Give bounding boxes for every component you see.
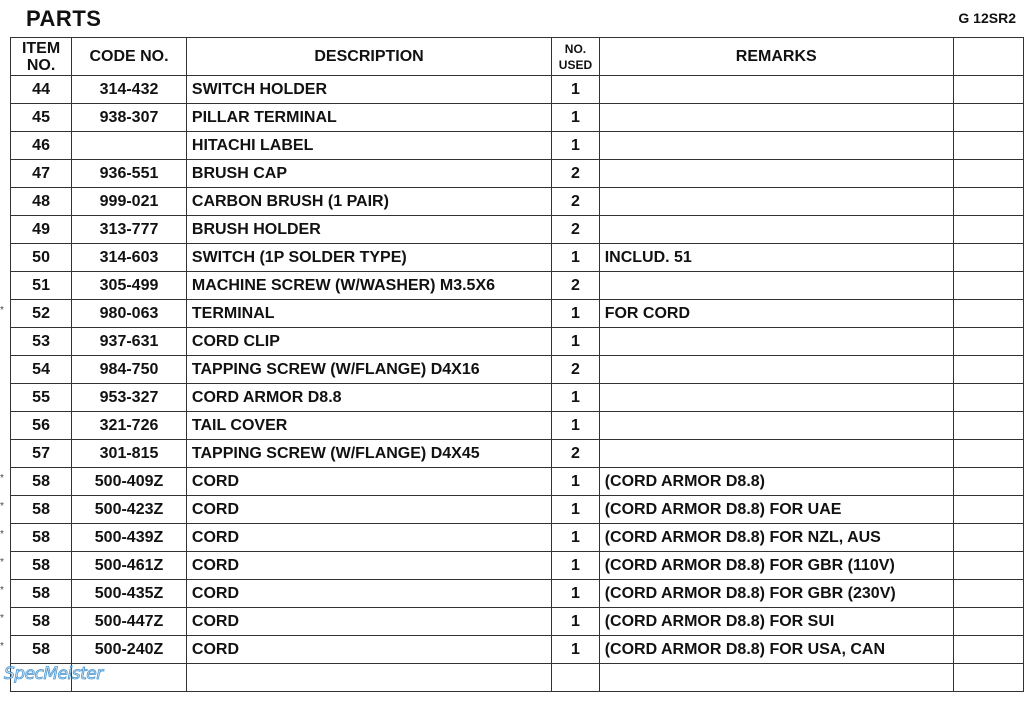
code-no-cell: 305-499 (72, 272, 187, 300)
model-code: G 12SR2 (958, 10, 1016, 26)
table-row (11, 356, 1024, 384)
no-used-cell: 1 (552, 636, 599, 664)
description-cell: BRUSH HOLDER (186, 216, 551, 244)
used-header-line1: NO. (564, 41, 587, 56)
table-row (11, 300, 1024, 328)
code-no-cell: 938-307 (72, 104, 187, 132)
no-used-cell: 1 (552, 552, 599, 580)
item-no-cell: 49 (11, 216, 72, 244)
extra-cell (953, 552, 1023, 580)
code-no-cell: 500-409Z (72, 468, 187, 496)
remarks-cell: (CORD ARMOR D8.8) (599, 468, 953, 496)
extra-cell (953, 356, 1023, 384)
extra-cell (953, 328, 1023, 356)
parts-table-body (11, 76, 1024, 692)
no-used-cell: 2 (552, 160, 599, 188)
description-cell: CORD (186, 552, 551, 580)
code-no-cell: 980-063 (72, 300, 187, 328)
item-no-cell: 58 (11, 496, 72, 524)
description-cell: CARBON BRUSH (1 PAIR) (186, 188, 551, 216)
column-header-item-no (11, 38, 72, 76)
description-cell: TAIL COVER (186, 412, 551, 440)
code-no-cell: 953-327 (72, 384, 187, 412)
extra-cell (953, 384, 1023, 412)
column-header-extra (953, 38, 1023, 76)
item-no-cell: 45 (11, 104, 72, 132)
no-used-cell: 1 (552, 496, 599, 524)
description-cell: CORD (186, 580, 551, 608)
row-marker: * (0, 557, 4, 568)
description-cell: CORD ARMOR D8.8 (186, 384, 551, 412)
table-row (11, 244, 1024, 272)
table-row (11, 132, 1024, 160)
code-no-cell: 500-447Z (72, 608, 187, 636)
remarks-cell (599, 440, 953, 468)
table-row (11, 272, 1024, 300)
no-used-cell: 2 (552, 216, 599, 244)
item-no-cell: 55 (11, 384, 72, 412)
remarks-cell: (CORD ARMOR D8.8) FOR SUI (599, 608, 953, 636)
remarks-cell (599, 412, 953, 440)
description-cell: CORD CLIP (186, 328, 551, 356)
description-cell: CORD (186, 524, 551, 552)
row-marker: * (0, 305, 4, 316)
extra-cell (953, 440, 1023, 468)
item-no-cell: 58 (11, 552, 72, 580)
extra-cell (953, 664, 1023, 692)
extra-cell (953, 636, 1023, 664)
no-used-cell: 1 (552, 608, 599, 636)
remarks-cell (599, 664, 953, 692)
table-row (11, 160, 1024, 188)
no-used-cell: 1 (552, 244, 599, 272)
parts-table (10, 37, 1024, 692)
item-no-cell: 54 (11, 356, 72, 384)
code-no-cell: 313-777 (72, 216, 187, 244)
remarks-cell: (CORD ARMOR D8.8) FOR UAE (599, 496, 953, 524)
remarks-cell (599, 356, 953, 384)
table-row (11, 496, 1024, 524)
header-row (11, 38, 1024, 76)
code-no-cell: 936-551 (72, 160, 187, 188)
no-used-cell: 2 (552, 356, 599, 384)
description-cell: PILLAR TERMINAL (186, 104, 551, 132)
description-cell: CORD (186, 636, 551, 664)
remarks-cell (599, 76, 953, 104)
item-no-cell: 52 (11, 300, 72, 328)
extra-cell (953, 160, 1023, 188)
description-cell: SWITCH (1P SOLDER TYPE) (186, 244, 551, 272)
remarks-cell: (CORD ARMOR D8.8) FOR USA, CAN (599, 636, 953, 664)
item-no-cell: 51 (11, 272, 72, 300)
item-no-cell: 58 (11, 524, 72, 552)
row-marker: * (0, 613, 4, 624)
remarks-cell (599, 384, 953, 412)
page-title: PARTS (26, 6, 102, 31)
code-no-cell: 500-439Z (72, 524, 187, 552)
code-no-cell: 500-240Z (72, 636, 187, 664)
description-cell: TAPPING SCREW (W/FLANGE) D4X45 (186, 440, 551, 468)
extra-cell (953, 608, 1023, 636)
remarks-cell: (CORD ARMOR D8.8) FOR NZL, AUS (599, 524, 953, 552)
description-cell: CORD (186, 468, 551, 496)
extra-cell (953, 468, 1023, 496)
no-used-cell: 1 (552, 300, 599, 328)
extra-cell (953, 104, 1023, 132)
remarks-cell (599, 160, 953, 188)
table-row (11, 636, 1024, 664)
code-no-cell (72, 132, 187, 160)
remarks-cell (599, 132, 953, 160)
table-row (11, 328, 1024, 356)
row-marker: * (0, 585, 4, 596)
item-no-cell: 58 (11, 608, 72, 636)
table-row (11, 580, 1024, 608)
remarks-cell: (CORD ARMOR D8.8) FOR GBR (110V) (599, 552, 953, 580)
no-used-cell: 2 (552, 188, 599, 216)
code-no-cell: 999-021 (72, 188, 187, 216)
description-cell: MACHINE SCREW (W/WASHER) M3.5X6 (186, 272, 551, 300)
item-no-cell: 48 (11, 188, 72, 216)
table-row (11, 76, 1024, 104)
table-row (11, 664, 1024, 692)
description-cell: TERMINAL (186, 300, 551, 328)
description-cell: TAPPING SCREW (W/FLANGE) D4X16 (186, 356, 551, 384)
parts-table-header (11, 38, 1024, 76)
code-no-cell: 500-461Z (72, 552, 187, 580)
description-cell: HITACHI LABEL (186, 132, 551, 160)
description-cell (186, 664, 551, 692)
extra-cell (953, 216, 1023, 244)
description-cell: SWITCH HOLDER (186, 76, 551, 104)
code-no-cell: 301-815 (72, 440, 187, 468)
remarks-cell (599, 188, 953, 216)
extra-cell (953, 132, 1023, 160)
no-used-cell: 1 (552, 132, 599, 160)
table-row (11, 216, 1024, 244)
no-used-cell: 2 (552, 272, 599, 300)
item-no-cell: 58 (11, 636, 72, 664)
no-used-cell: 1 (552, 76, 599, 104)
extra-cell (953, 496, 1023, 524)
remarks-cell: FOR CORD (599, 300, 953, 328)
item-no-cell: 53 (11, 328, 72, 356)
no-used-cell: 1 (552, 580, 599, 608)
extra-cell (953, 76, 1023, 104)
item-no-cell: 47 (11, 160, 72, 188)
column-header-remarks: REMARKS (599, 38, 953, 76)
code-no-cell: 500-435Z (72, 580, 187, 608)
code-no-cell: 500-423Z (72, 496, 187, 524)
extra-cell (953, 188, 1023, 216)
row-marker: * (0, 641, 4, 652)
item-no-cell: 56 (11, 412, 72, 440)
description-cell: CORD (186, 608, 551, 636)
remarks-cell: INCLUD. 51 (599, 244, 953, 272)
no-used-cell: 1 (552, 384, 599, 412)
table-row (11, 384, 1024, 412)
code-no-cell: 321-726 (72, 412, 187, 440)
code-no-cell: 314-432 (72, 76, 187, 104)
no-used-cell: 2 (552, 440, 599, 468)
table-row (11, 552, 1024, 580)
column-header-no-used (552, 38, 599, 76)
extra-cell (953, 580, 1023, 608)
remarks-cell (599, 272, 953, 300)
remarks-cell (599, 104, 953, 132)
table-row (11, 188, 1024, 216)
item-no-cell: 58 (11, 580, 72, 608)
no-used-cell (552, 664, 599, 692)
used-header-line2: USED (558, 57, 593, 72)
remarks-cell: (CORD ARMOR D8.8) FOR GBR (230V) (599, 580, 953, 608)
row-marker: * (0, 501, 4, 512)
extra-cell (953, 300, 1023, 328)
description-cell: CORD (186, 496, 551, 524)
item-no-cell: 57 (11, 440, 72, 468)
extra-cell (953, 412, 1023, 440)
extra-cell (953, 244, 1023, 272)
remarks-cell (599, 328, 953, 356)
table-row (11, 104, 1024, 132)
item-no-cell: 44 (11, 76, 72, 104)
extra-cell (953, 272, 1023, 300)
no-used-cell: 1 (552, 524, 599, 552)
item-header-line1: ITEM (21, 39, 61, 57)
no-used-cell: 1 (552, 104, 599, 132)
column-header-code-no: CODE NO. (72, 38, 187, 76)
remarks-cell (599, 216, 953, 244)
no-used-cell: 1 (552, 328, 599, 356)
item-no-cell: 46 (11, 132, 72, 160)
code-no-cell: 984-750 (72, 356, 187, 384)
item-header-line2: NO. (26, 56, 56, 74)
description-cell: BRUSH CAP (186, 160, 551, 188)
code-no-cell: 314-603 (72, 244, 187, 272)
table-row (11, 412, 1024, 440)
code-no-cell: 937-631 (72, 328, 187, 356)
item-no-cell: 58 (11, 468, 72, 496)
table-row (11, 468, 1024, 496)
table-row (11, 524, 1024, 552)
table-row (11, 608, 1024, 636)
no-used-cell: 1 (552, 412, 599, 440)
extra-cell (953, 524, 1023, 552)
row-marker: * (0, 529, 4, 540)
item-no-cell: 50 (11, 244, 72, 272)
column-header-description: DESCRIPTION (186, 38, 551, 76)
no-used-cell: 1 (552, 468, 599, 496)
table-row (11, 440, 1024, 468)
watermark-logo: SpecMeister (4, 664, 103, 684)
row-marker: * (0, 473, 4, 484)
